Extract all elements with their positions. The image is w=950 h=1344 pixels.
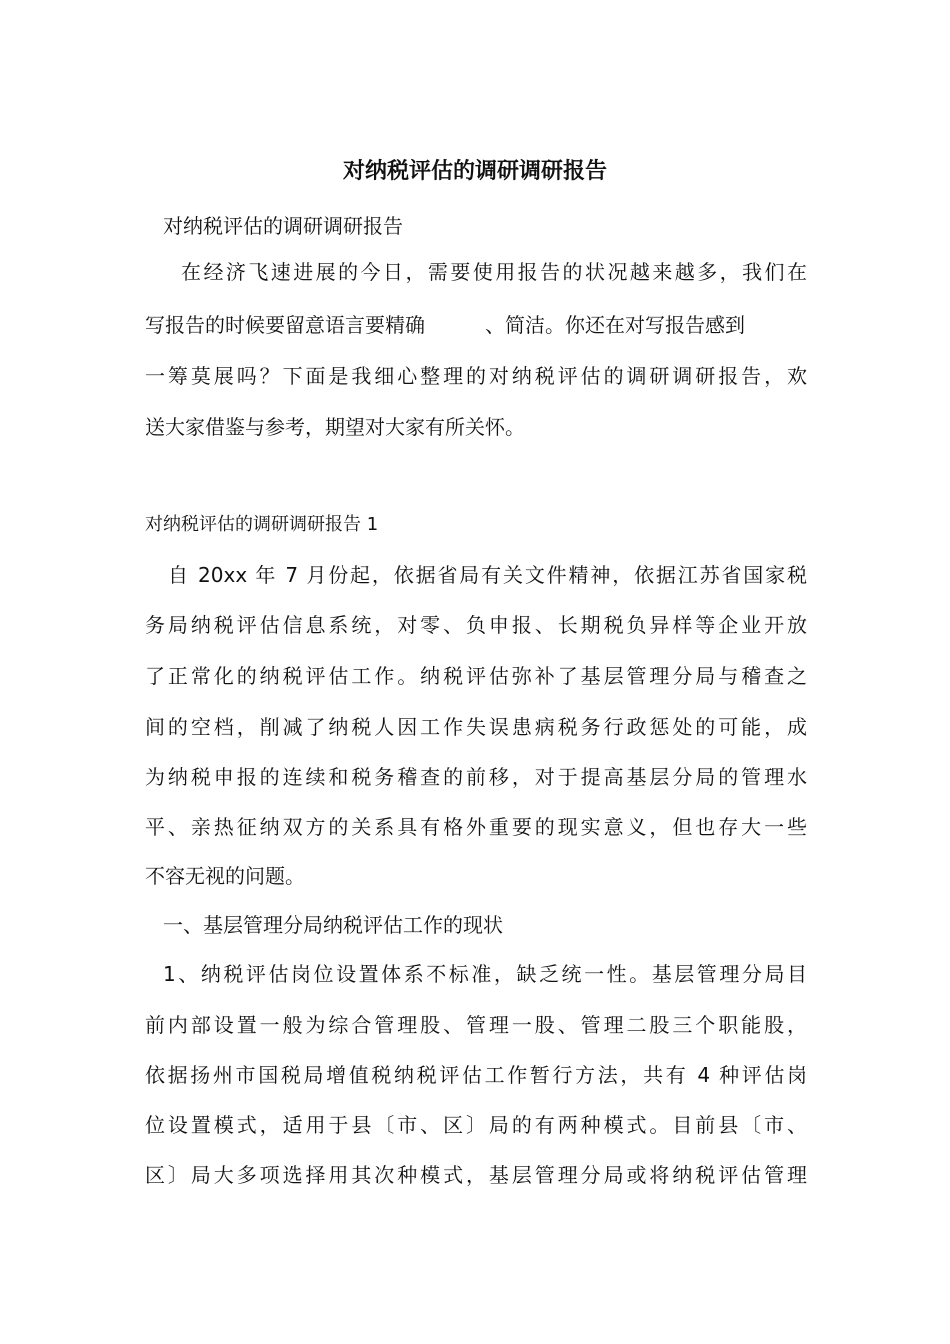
point-line-4: 位设置模式，适用于县〔市、区〕局的有两种模式。目前县〔市、 [145,1113,807,1137]
body-line-4: 间的空档，削减了纳税人因工作失误患病税务行政惩处的可能，成 [145,715,807,739]
body-line-3: 了正常化的纳税评估工作。纳税评估弥补了基层管理分局与稽查之 [145,664,807,688]
document-title: 对纳税评估的调研调研报告 [342,159,607,184]
body-line-2: 务局纳税评估信息系统，对零、负申报、长期税负异样等企业开放 [145,613,807,637]
intro-line-3: 一筹莫展吗？下面是我细心整理的对纳税评估的调研调研报告，欢 [145,364,807,388]
section-heading-1: 对纳税评估的调研调研报告 1 [145,514,379,535]
point-line-5: 区〕局大多项选择用其次种模式，基层管理分局或将纳税评估管理 [145,1163,807,1187]
intro-line-1: 在经济飞速进展的今日，需要使用报告的状况越来越多，我们在 [181,260,807,284]
intro-line-4: 送大家借鉴与参考，期望对大家有所关怀。 [145,415,525,439]
section-heading-2: 一、基层管理分局纳税评估工作的现状 [163,913,503,937]
point-line-3: 依据扬州市国税局增值税纳税评估工作暂行方法，共有 4 种评估岗 [145,1063,807,1087]
body-line-7: 不容无视的问题。 [145,864,305,888]
body-line-1: 自 20xx 年 7 月份起，依据省局有关文件精神，依据江苏省国家税 [168,563,807,587]
subtitle-line: 对纳税评估的调研调研报告 [163,214,403,238]
point-line-2: 前内部设置一般为综合管理股、管理一股、管理二股三个职能股， [145,1013,807,1037]
body-line-5: 为纳税申报的连续和税务稽查的前移，对于提高基层分局的管理水 [145,765,807,789]
point-line-1: 1、纳税评估岗位设置体系不标准，缺乏统一性。基层管理分局目 [163,962,807,986]
intro-line-2: 写报告的时候要留意语言要精确 、简洁。你还在对写报告感到 [145,313,745,337]
body-line-6: 平、亲热征纳双方的关系具有格外重要的现实意义，但也存大一些 [145,815,807,839]
